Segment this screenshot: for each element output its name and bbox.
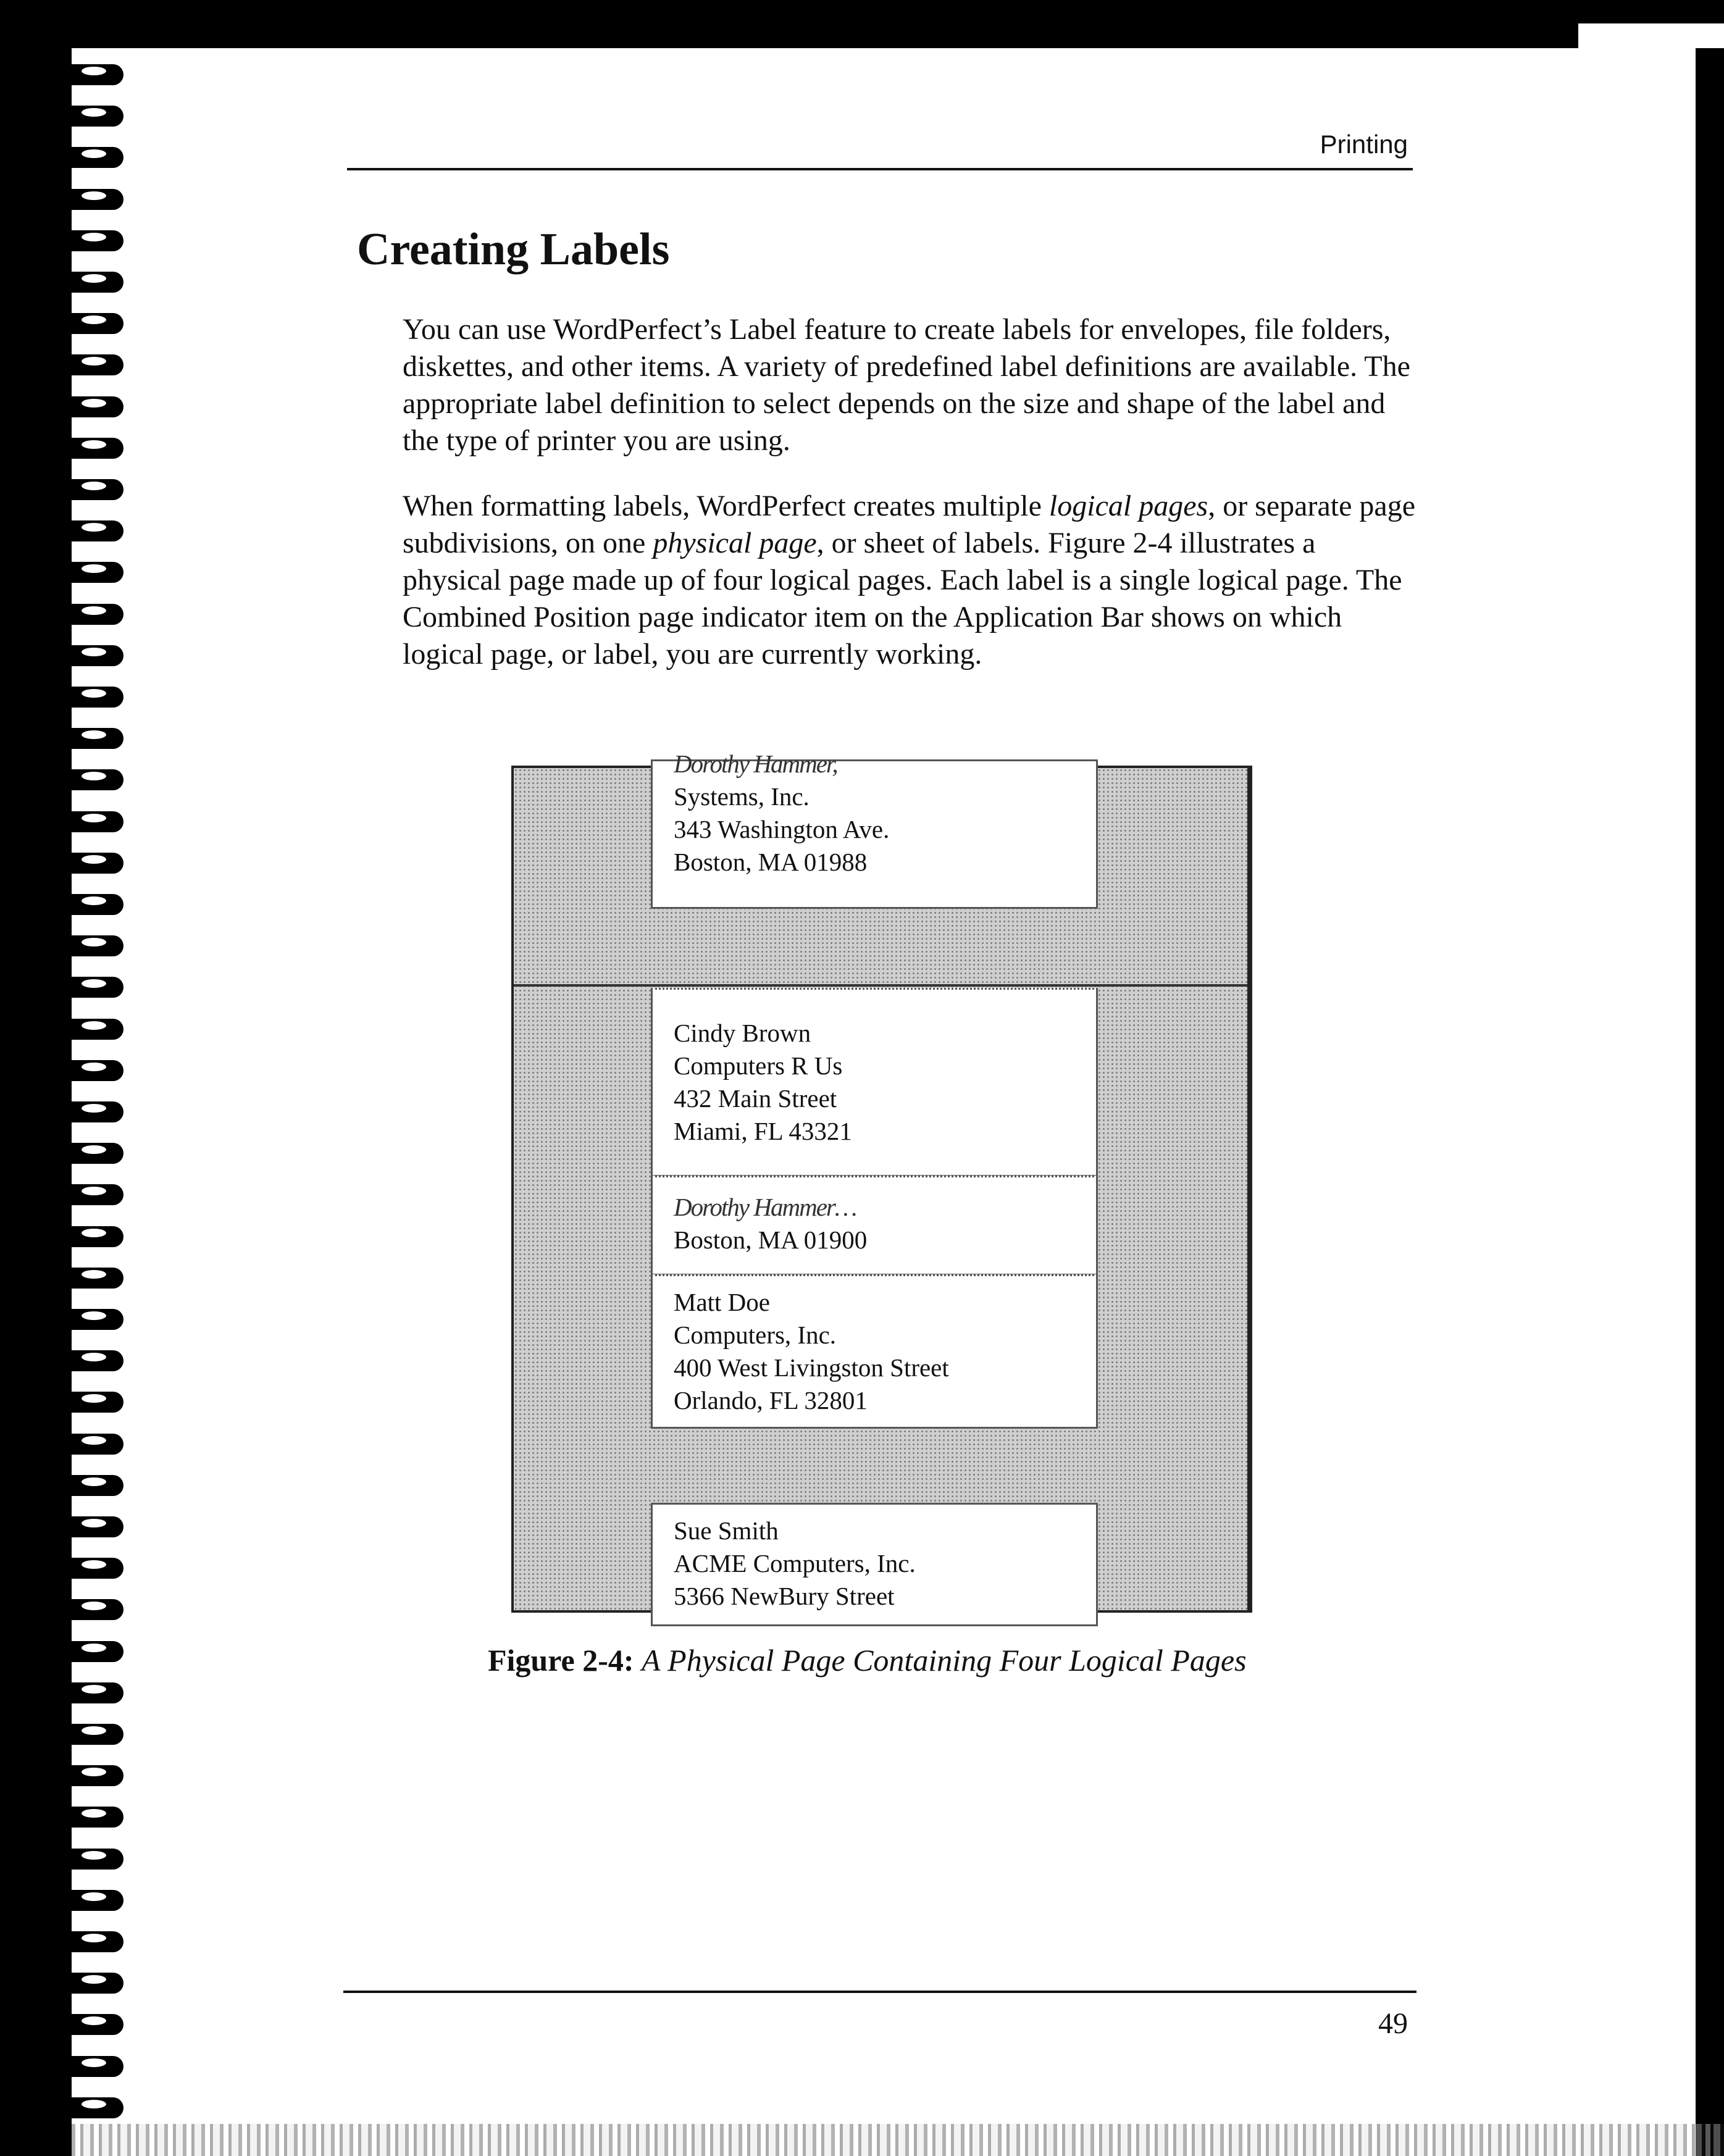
address-label — [651, 988, 1098, 1177]
binding-coil — [0, 340, 142, 384]
paragraph-logical-pages — [403, 488, 1415, 673]
binding-coil — [0, 838, 142, 882]
binding-coil — [0, 1087, 142, 1131]
binding-coil — [0, 1004, 142, 1048]
binding-coil — [0, 589, 142, 633]
binding-coil — [0, 1169, 142, 1214]
label-line: Matt Doe — [674, 1288, 770, 1316]
binding-coil — [0, 754, 142, 799]
binding-coil — [0, 630, 142, 675]
binding-coil — [0, 1792, 142, 1836]
binding-coil — [0, 796, 142, 841]
running-header: Printing — [1320, 130, 1408, 159]
emphasis-logical-pages: logical pages — [1048, 490, 1208, 522]
section-title: Creating Labels — [357, 224, 670, 275]
paragraph-text: , or separate page subdivisions, on one — [403, 490, 1415, 559]
binding-coil — [0, 49, 142, 94]
label-line: 432 Main Street — [674, 1084, 837, 1113]
binding-coil — [0, 174, 142, 219]
caption-text: A Physical Page Containing Four Logical Pages — [642, 1643, 1247, 1678]
caption-number: Figure 2-4: — [488, 1643, 634, 1678]
paragraph-text: When formatting labels, WordPerfect creates multiple — [403, 490, 1049, 522]
binding-coil — [0, 1543, 142, 1587]
binding-coil — [0, 215, 142, 260]
figure-caption — [488, 1642, 1247, 1678]
binding-coil — [0, 713, 142, 758]
scan-border-bottom — [72, 2124, 1724, 2156]
binding-coil — [0, 962, 142, 1006]
binding-coil — [0, 2083, 142, 2127]
binding-coil — [0, 1045, 142, 1090]
binding-coil — [0, 1294, 142, 1339]
label-sheet-figure — [511, 750, 1252, 1613]
label-line: Dorothy Hammer… — [674, 1193, 856, 1221]
label-line: Cindy Brown — [674, 1019, 811, 1047]
binding-coil — [0, 1335, 142, 1380]
binding-coil — [0, 1999, 142, 2044]
binding-coil — [0, 91, 142, 135]
binding-coil — [0, 1502, 142, 1546]
binding-coil — [0, 1211, 142, 1256]
address-label — [651, 1274, 1098, 1429]
binding-coil — [0, 1128, 142, 1172]
label-line: 343 Washington Ave. — [674, 815, 890, 843]
label-line: Dorothy Hammer, — [674, 750, 837, 778]
scan-border-top — [0, 0, 1724, 48]
emphasis-physical-page: physical page — [653, 527, 817, 559]
binding-coil — [0, 1750, 142, 1795]
binding-coil — [0, 506, 142, 550]
paragraph-text: , or sheet of labels. Figure 2-4 illustrates a physical page made up of four logical pages. Each label is a single logical page. The Combined Position page indicator item on the Application Bar shows on which logical page, or label, you are currently working. — [403, 527, 1402, 671]
binding-coil — [0, 1377, 142, 1421]
binding-coil — [0, 1253, 142, 1297]
binding-coil — [0, 879, 142, 924]
address-label — [651, 1176, 1098, 1276]
binding-coil — [0, 1834, 142, 1878]
binding-coil — [0, 1419, 142, 1463]
binding-coil — [0, 1958, 142, 2002]
paragraph-intro: You can use WordPerfect’s Label feature to create labels for envelopes, file folders, diskettes, and other items. A variety of predefined label definitions are available. The appropriate label definition to select depends on the size and shape of the label and the type of printer you are using. — [403, 313, 1410, 457]
binding-coil — [0, 672, 142, 716]
label-line: ACME Computers, Inc. — [674, 1549, 916, 1577]
binding-coil — [0, 132, 142, 177]
label-line: Computers R Us — [674, 1051, 843, 1080]
address-label — [651, 1503, 1098, 1626]
binding-coil — [0, 1584, 142, 1629]
header-rule — [347, 168, 1413, 170]
label-line: 400 West Livingston Street — [674, 1353, 949, 1382]
binding-coil — [0, 1460, 142, 1505]
binding-coil — [0, 382, 142, 426]
label-line: Sue Smith — [674, 1516, 779, 1545]
address-label — [651, 750, 1098, 909]
label-line: Boston, MA 01988 — [674, 848, 868, 876]
binding-coil — [0, 298, 142, 343]
binding-coil — [0, 547, 142, 591]
label-line: Orlando, FL 32801 — [674, 1386, 868, 1414]
binding-coil — [0, 257, 142, 301]
page-number: 49 — [1378, 2007, 1408, 2040]
binding-coil — [0, 1668, 142, 1712]
binding-coil — [0, 1709, 142, 1753]
binding-coil — [0, 423, 142, 467]
binding-coil — [0, 1875, 142, 1920]
binding-coil — [0, 2041, 142, 2086]
label-line: Computers, Inc. — [674, 1321, 837, 1349]
logical-page-divider — [514, 984, 1247, 987]
label-line: Boston, MA 01900 — [674, 1226, 868, 1254]
binding-coil — [0, 1916, 142, 1961]
label-line: Systems, Inc. — [674, 782, 810, 811]
spiral-binding — [0, 49, 142, 2124]
footer-rule — [343, 1991, 1416, 1993]
scan-border-corner — [1578, 23, 1724, 48]
label-line: Miami, FL 43321 — [674, 1117, 852, 1145]
binding-coil — [0, 1626, 142, 1671]
label-line: 5366 NewBury Street — [674, 1582, 895, 1610]
binding-coil — [0, 921, 142, 965]
binding-coil — [0, 464, 142, 509]
